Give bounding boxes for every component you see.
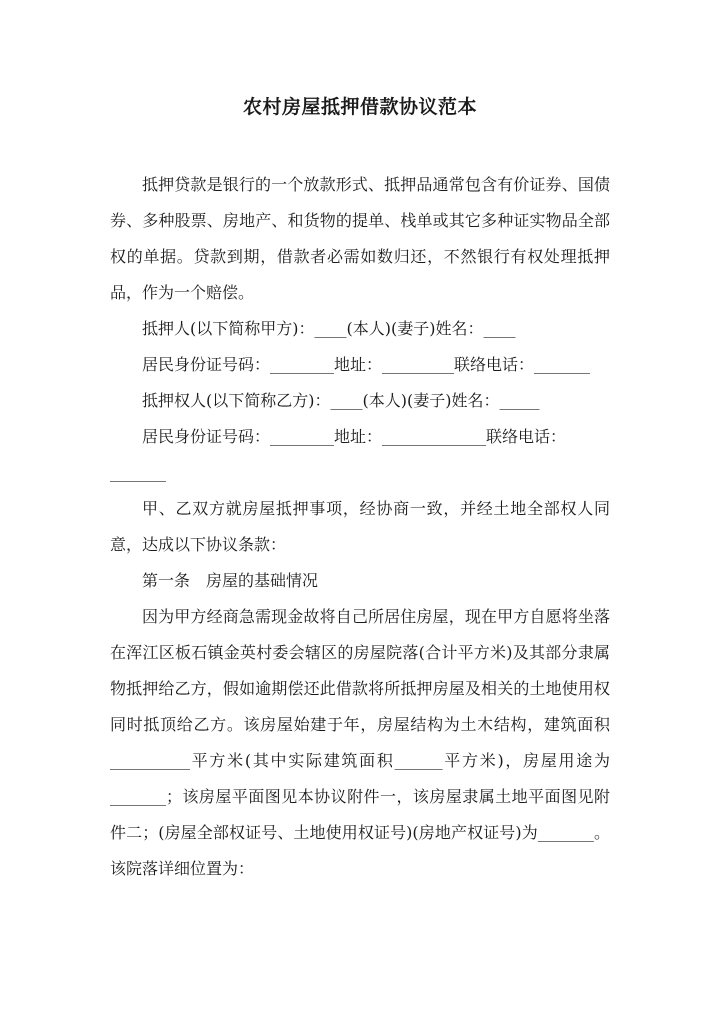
- agreement-paragraph: 甲、乙双方就房屋抵押事项，经协商一致，并经土地全部权人同意，达成以下协议条款：: [110, 499, 610, 554]
- document-title: 农村房屋抵押借款协议范本: [242, 96, 477, 118]
- mortgagor-line: 抵押人(以下简称甲方)：____(本人)(妻子)姓名：____: [142, 319, 516, 338]
- mortgagee-line: 抵押权人(以下简称乙方)：____(本人)(妻子)姓名：_____: [142, 391, 540, 410]
- article-one-heading: 第一条 房屋的基础情况: [142, 571, 319, 590]
- mortgagor-id-line: 居民身份证号码：________地址：_________联络电话：_______: [142, 355, 591, 374]
- mortgagee-id-line: 居民身份证号码：________地址：_____________联络电话：: [142, 427, 567, 446]
- intro-paragraph: 抵押贷款是银行的一个放款形式、抵押品通常包含有价证券、国债券、多种股票、房地产、和货物的提单、栈单或其它多种证实物品全部权的单据。贷款到期，借款者必需如数归还，不然银行有权处理抵押品，作为一个赔偿。: [110, 175, 610, 302]
- document-body: [110, 167, 610, 887]
- phone-blank-line: _______: [110, 463, 166, 482]
- article-one-paragraph: 因为甲方经商急需现金故将自己所居住房屋，现在甲方自愿将坐落在浑江区板石镇金英村委会辖区的房屋院落(合计平方米)及其部分隶属物抵押给乙方，假如逾期偿还此借款将所抵押房屋及相关的土地使用权同时抵顶给乙方。该房屋始建于年，房屋结构为土木结构，建筑面积__________平方米(其中实际建筑面积______平方米)，房屋用途为_______；该房屋平面图见本协议附件一，该房屋隶属土地平面图见附件二；(房屋全部权证号、土地使用权证号)(房地产权证号)为_______。该院落详细位置为：: [110, 607, 610, 878]
